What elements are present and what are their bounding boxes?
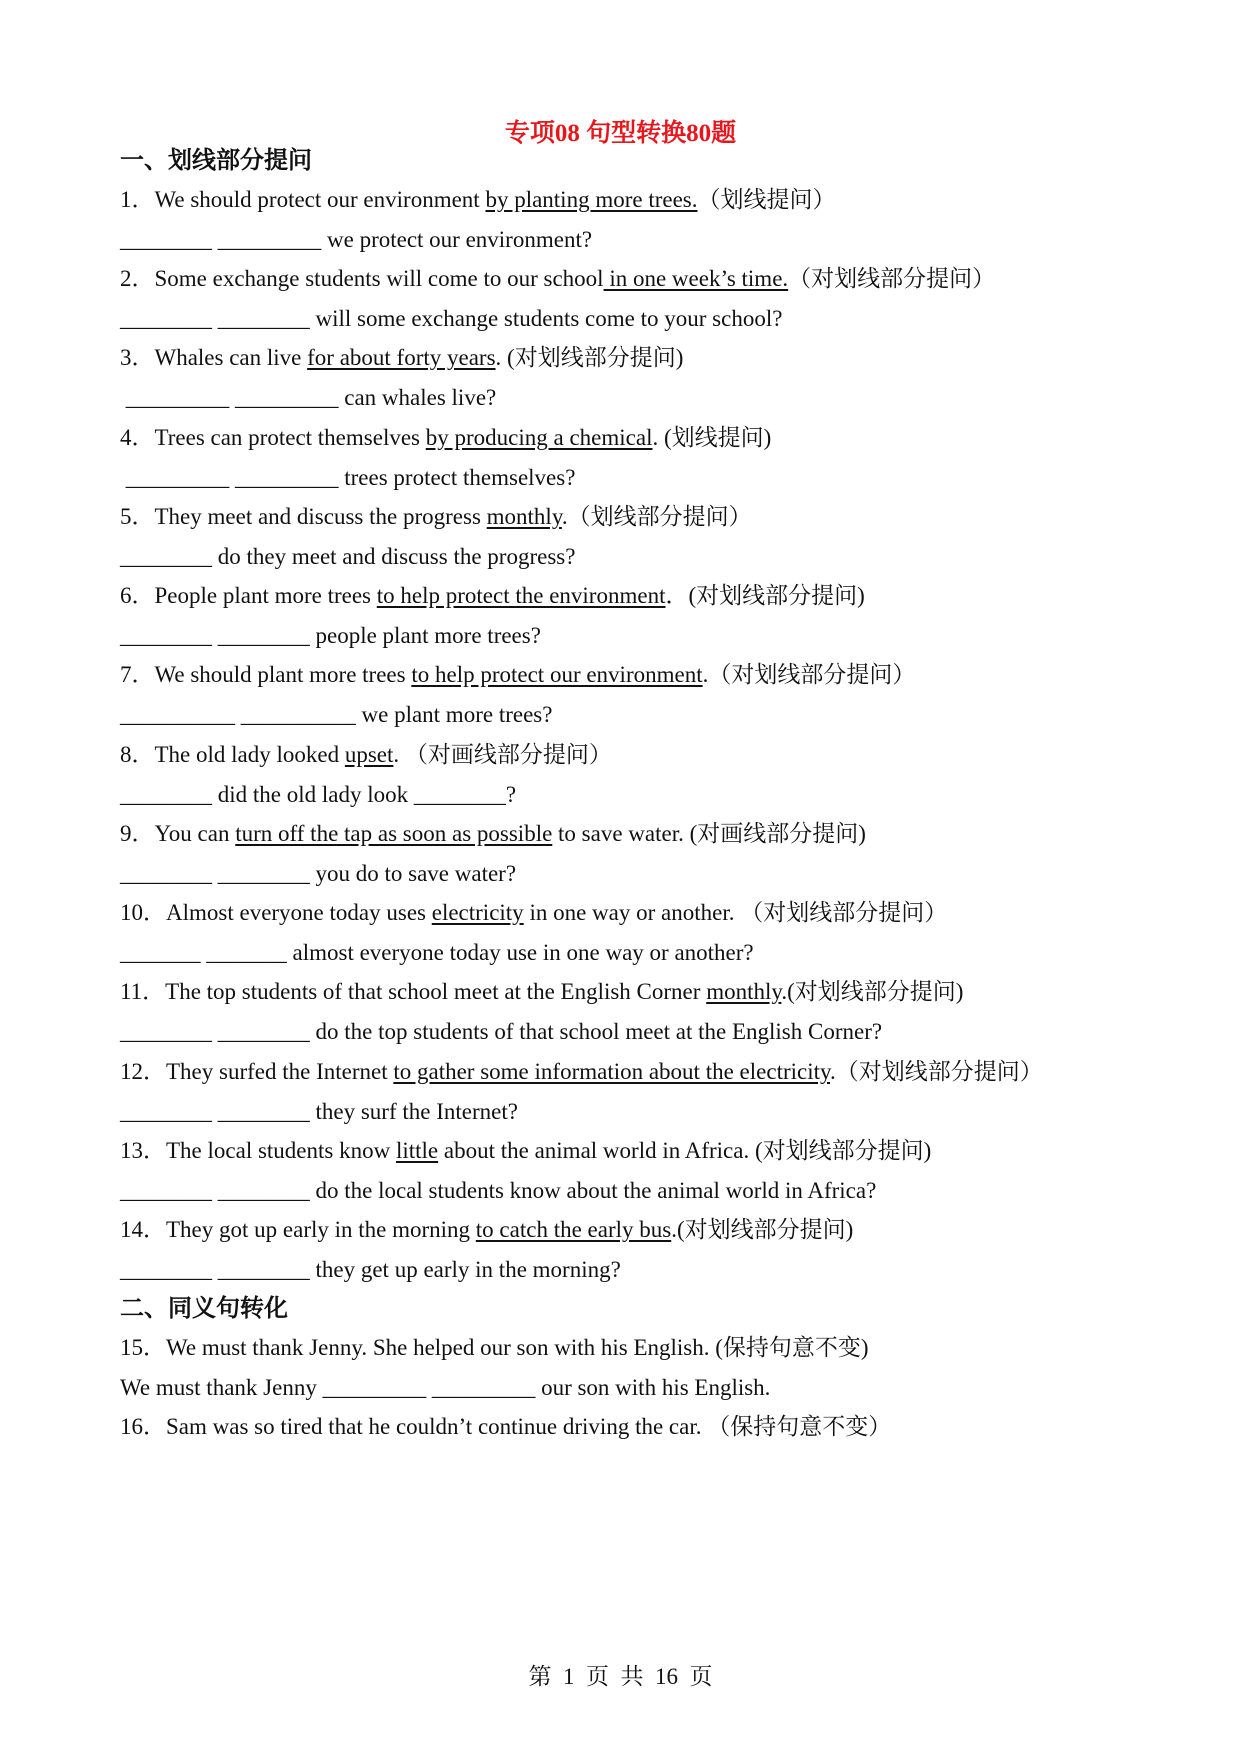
question-10: 10．Almost everyone today uses electricity in one way or another. （对划线部分提问） <box>120 900 948 925</box>
page-footer: 第 1 页 共 16 页 <box>528 1664 713 1689</box>
question-2: 2．Some exchange students will come to our school in one week’s time.（对划线部分提问） <box>120 266 996 291</box>
page-title: 专项08 句型转换80题 <box>504 120 737 147</box>
answer-line-8: ________ did the old lady look ________? <box>120 782 517 807</box>
question-5: 5．They meet and discuss the progress monthly.（划线部分提问） <box>120 504 752 529</box>
question-6: 6．People plant more trees to help protect the environment．(对划线部分提问) <box>120 583 865 608</box>
answer-line-5: ________ do they meet and discuss the progress? <box>120 544 576 569</box>
answer-line-3: _________ _________ can whales live? <box>120 385 497 410</box>
question-15: 15．We must thank Jenny. She helped our son with his English. (保持句意不变) <box>120 1335 869 1360</box>
question-7: 7．We should plant more trees to help protect our environment.（对划线部分提问） <box>120 662 916 687</box>
answer-line-10: _______ _______ almost everyone today use in one way or another? <box>120 940 754 965</box>
question-16: 16．Sam was so tired that he couldn’t continue driving the car. （保持句意不变） <box>120 1414 892 1439</box>
question-4: 4．Trees can protect themselves by producing a chemical. (划线提问) <box>120 425 772 450</box>
question-11: 11．The top students of that school meet at the English Corner monthly.(对划线部分提问) <box>120 979 964 1004</box>
section-heading-1: 一、划线部分提问 <box>120 148 312 174</box>
question-8: 8．The old lady looked upset. （对画线部分提问） <box>120 742 612 767</box>
question-3: 3．Whales can live for about forty years. (对划线部分提问) <box>120 345 684 370</box>
answer-line-11: ________ ________ do the top students of that school meet at the English Corner? <box>120 1019 883 1044</box>
question-9: 9．You can turn off the tap as soon as possible to save water. (对画线部分提问) <box>120 821 866 846</box>
question-14: 14．They got up early in the morning to catch the early bus.(对划线部分提问) <box>120 1217 854 1242</box>
answer-line-13: ________ ________ do the local students know about the animal world in Africa? <box>120 1178 877 1203</box>
answer-line-4: _________ _________ trees protect themselves? <box>120 465 576 490</box>
answer-line-2: ________ ________ will some exchange students come to your school? <box>120 306 783 331</box>
answer-line-14: ________ ________ they get up early in the morning? <box>120 1257 621 1282</box>
question-12: 12．They surfed the Internet to gather some information about the electricity.（对划线部分提问） <box>120 1059 1043 1084</box>
question-1: 1．We should protect our environment by planting more trees.（划线提问） <box>120 187 836 212</box>
answer-line-15: We must thank Jenny _________ _________ our son with his English. <box>120 1375 771 1400</box>
question-13: 13．The local students know little about the animal world in Africa. (对划线部分提问) <box>120 1138 932 1163</box>
section-heading-2: 二、同义句转化 <box>120 1296 288 1322</box>
answer-line-7: __________ __________ we plant more trees? <box>120 702 553 727</box>
answer-line-1: ________ _________ we protect our environment? <box>120 227 593 252</box>
answer-line-12: ________ ________ they surf the Internet? <box>120 1099 518 1124</box>
answer-line-6: ________ ________ people plant more trees? <box>120 623 541 648</box>
answer-line-9: ________ ________ you do to save water? <box>120 861 517 886</box>
